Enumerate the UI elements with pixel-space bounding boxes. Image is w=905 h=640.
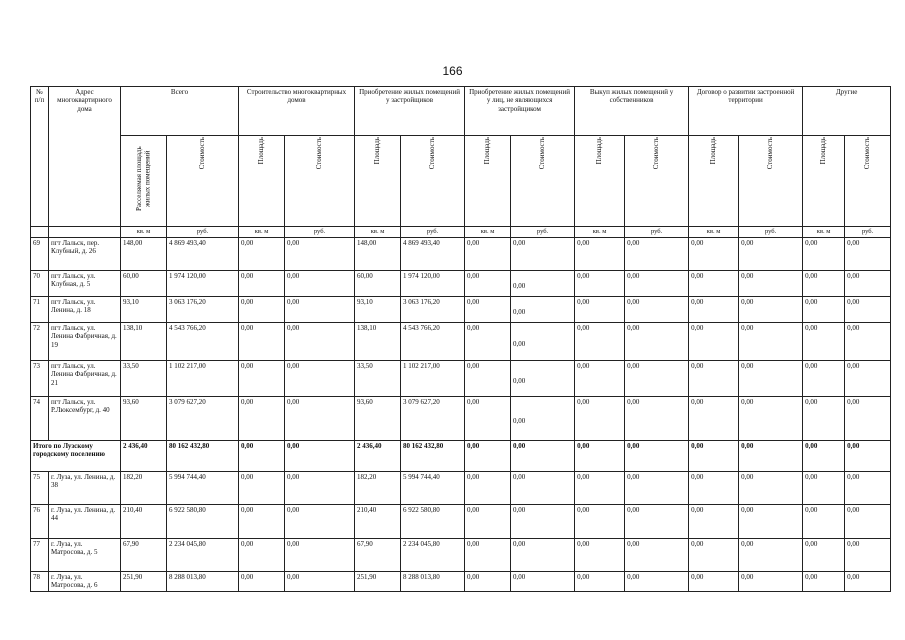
value-cell: 4 869 493,40: [167, 237, 239, 270]
unit-rub: руб.: [401, 227, 465, 238]
value-cell: 0,00: [739, 396, 803, 440]
col-construction-header: Строительство многоквартирных домов: [239, 87, 355, 136]
row-number: 70: [31, 270, 49, 296]
value-cell: 0,00: [739, 360, 803, 396]
subheader-cost: Стоимость: [845, 136, 891, 227]
value-cell: 0,00: [511, 237, 575, 270]
value-cell: 0,00: [803, 237, 845, 270]
subheader-area: Площадь: [689, 136, 739, 227]
value-cell: 4 543 766,20: [401, 322, 465, 360]
value-cell: 0,00: [575, 396, 625, 440]
subheader-cost: Стоимость: [167, 136, 239, 227]
value-cell: 0,00: [845, 504, 891, 538]
value-cell: 0,00: [575, 538, 625, 571]
value-cell: 0,00: [689, 504, 739, 538]
value-cell: 0,00: [511, 440, 575, 471]
value-cell: 0,00: [511, 322, 575, 360]
unit-rub: руб.: [739, 227, 803, 238]
value-cell: 0,00: [739, 504, 803, 538]
value-cell: 0,00: [511, 471, 575, 504]
row-address: пгт Лальск, ул. Р.Люксембург, д. 40: [49, 396, 121, 440]
value-cell: 0,00: [575, 360, 625, 396]
value-cell: 0,00: [285, 440, 355, 471]
value-cell: 148,00: [121, 237, 167, 270]
row-number: 74: [31, 396, 49, 440]
value-cell: 0,00: [803, 504, 845, 538]
value-cell: 0,00: [803, 538, 845, 571]
value-cell: 0,00: [739, 471, 803, 504]
value-cell: 60,00: [355, 270, 401, 296]
value-cell: 0,00: [689, 571, 739, 591]
value-cell: 1 102 217,00: [401, 360, 465, 396]
value-cell: 8 288 013,80: [167, 571, 239, 591]
value-cell: 0,00: [803, 396, 845, 440]
value-cell: 0,00: [511, 571, 575, 591]
value-cell: 0,00: [845, 360, 891, 396]
value-cell: 0,00: [511, 504, 575, 538]
value-cell: 5 994 744,40: [167, 471, 239, 504]
value-cell: 0,00: [285, 270, 355, 296]
value-cell: 0,00: [739, 538, 803, 571]
unit-sqm: кв. м: [465, 227, 511, 238]
value-cell: 0,00: [625, 440, 689, 471]
value-cell: 0,00: [285, 471, 355, 504]
value-cell: 3 063 176,20: [167, 296, 239, 322]
value-cell: 0,00: [689, 322, 739, 360]
unit-cell: [31, 227, 49, 238]
value-cell: 0,00: [239, 396, 285, 440]
value-cell: 4 869 493,40: [401, 237, 465, 270]
total-label: Итого по Лузскому городскому поселению: [31, 440, 121, 471]
col-other-header: Другие: [803, 87, 891, 136]
value-cell: 0,00: [465, 396, 511, 440]
value-cell: 0,00: [739, 237, 803, 270]
value-cell: 0,00: [625, 237, 689, 270]
value-cell: 6 922 580,80: [167, 504, 239, 538]
value-cell: 0,00: [575, 296, 625, 322]
value-cell: 0,00: [845, 571, 891, 591]
row-address: пгт Лальск, ул. Ленина, д. 18: [49, 296, 121, 322]
unit-rub: руб.: [167, 227, 239, 238]
value-cell: 0,00: [511, 296, 575, 322]
value-cell: 0,00: [689, 296, 739, 322]
row-address: пгт Лальск, ул. Клубная, д. 5: [49, 270, 121, 296]
col-buyout-header: Выкуп жилых помещений у собственников: [575, 87, 689, 136]
value-cell: 3 079 627,20: [401, 396, 465, 440]
units-row: [31, 227, 891, 238]
value-cell: 0,00: [285, 538, 355, 571]
value-cell: 0,00: [689, 538, 739, 571]
value-cell: 1 974 120,00: [401, 270, 465, 296]
row-number: 78: [31, 571, 49, 591]
value-cell: 60,00: [121, 270, 167, 296]
value-cell: 0,00: [845, 296, 891, 322]
value-cell: 0,00: [465, 471, 511, 504]
value-cell: 0,00: [239, 270, 285, 296]
unit-rub: руб.: [845, 227, 891, 238]
value-cell: 0,00: [239, 237, 285, 270]
value-cell: 0,00: [465, 360, 511, 396]
value-cell: 0,00: [689, 237, 739, 270]
subheader-cost: Стоимость: [401, 136, 465, 227]
value-cell: 0,00: [739, 571, 803, 591]
value-cell: 1 974 120,00: [167, 270, 239, 296]
value-cell: 93,10: [121, 296, 167, 322]
value-cell: 0,00: [575, 504, 625, 538]
row-address: г. Луза, ул. Матросова, д. 5: [49, 538, 121, 571]
value-cell: 0,00: [803, 360, 845, 396]
row-number: 77: [31, 538, 49, 571]
row-number: 71: [31, 296, 49, 322]
value-cell: 0,00: [625, 504, 689, 538]
subheader-cost: Стоимость: [625, 136, 689, 227]
value-cell: 0,00: [689, 270, 739, 296]
value-cell: 0,00: [511, 396, 575, 440]
value-cell: 0,00: [739, 270, 803, 296]
value-cell: 182,20: [355, 471, 401, 504]
value-cell: 4 543 766,20: [167, 322, 239, 360]
value-cell: 0,00: [465, 322, 511, 360]
subheader-area: Площадь: [465, 136, 511, 227]
value-cell: 0,00: [689, 471, 739, 504]
value-cell: 0,00: [845, 538, 891, 571]
row-number: 75: [31, 471, 49, 504]
table-row: [31, 396, 891, 440]
value-cell: 93,10: [355, 296, 401, 322]
value-cell: 33,50: [121, 360, 167, 396]
subheader-area: Площадь: [239, 136, 285, 227]
value-cell: 0,00: [739, 322, 803, 360]
row-address: г. Луза, ул. Матросова, д. 6: [49, 571, 121, 591]
col-no-header: № п/п: [31, 87, 49, 227]
value-cell: 1 102 217,00: [167, 360, 239, 396]
value-cell: 0,00: [511, 538, 575, 571]
value-cell: 67,90: [355, 538, 401, 571]
value-cell: 0,00: [845, 440, 891, 471]
value-cell: 0,00: [511, 360, 575, 396]
value-cell: 0,00: [625, 270, 689, 296]
value-cell: 0,00: [285, 322, 355, 360]
value-cell: 251,90: [121, 571, 167, 591]
value-cell: 0,00: [845, 471, 891, 504]
table-row: [31, 237, 891, 270]
row-address: пгт Лальск, пер. Клубный, д. 26: [49, 237, 121, 270]
value-cell: 3 063 176,20: [401, 296, 465, 322]
value-cell: 0,00: [803, 296, 845, 322]
row-address: г. Луза, ул. Ленина, д. 44: [49, 504, 121, 538]
value-cell: 0,00: [465, 296, 511, 322]
row-address: г. Луза, ул. Ленина, д. 38: [49, 471, 121, 504]
table-row: [31, 471, 891, 504]
value-cell: 0,00: [739, 440, 803, 471]
unit-cell: [49, 227, 121, 238]
value-cell: 0,00: [689, 360, 739, 396]
value-cell: 0,00: [575, 440, 625, 471]
table-row: [31, 322, 891, 360]
value-cell: 138,10: [121, 322, 167, 360]
col-purchase-developers-header: Приобретение жилых помещений у застройщиков: [355, 87, 465, 136]
unit-sqm: кв. м: [689, 227, 739, 238]
value-cell: 0,00: [285, 504, 355, 538]
value-cell: 0,00: [575, 471, 625, 504]
table-row: [31, 360, 891, 396]
value-cell: 0,00: [625, 396, 689, 440]
value-cell: 67,90: [121, 538, 167, 571]
subheader-area: Площадь: [575, 136, 625, 227]
value-cell: 148,00: [355, 237, 401, 270]
value-cell: 0,00: [625, 538, 689, 571]
value-cell: 0,00: [803, 571, 845, 591]
value-cell: 0,00: [845, 237, 891, 270]
subheader-area: Площадь: [803, 136, 845, 227]
unit-rub: руб.: [285, 227, 355, 238]
value-cell: 80 162 432,80: [167, 440, 239, 471]
unit-rub: руб.: [511, 227, 575, 238]
col-address-header: Адрес многоквартирного дома: [49, 87, 121, 227]
value-cell: 0,00: [465, 571, 511, 591]
value-cell: 251,90: [355, 571, 401, 591]
value-cell: 2 234 045,80: [401, 538, 465, 571]
value-cell: 0,00: [845, 322, 891, 360]
row-address: пгт Лальск, ул. Ленина Фабричная, д. 21: [49, 360, 121, 396]
value-cell: 0,00: [239, 571, 285, 591]
subheader-cost: Стоимость: [739, 136, 803, 227]
value-cell: 93,60: [355, 396, 401, 440]
value-cell: 0,00: [625, 571, 689, 591]
value-cell: 0,00: [239, 322, 285, 360]
value-cell: 0,00: [465, 504, 511, 538]
value-cell: 0,00: [285, 237, 355, 270]
value-cell: 0,00: [239, 360, 285, 396]
value-cell: 8 288 013,80: [401, 571, 465, 591]
value-cell: 0,00: [803, 440, 845, 471]
value-cell: 0,00: [285, 571, 355, 591]
value-cell: 0,00: [803, 471, 845, 504]
table-row: [31, 270, 891, 296]
value-cell: 138,10: [355, 322, 401, 360]
col-purchase-non-developers-header: Приобретение жилых помещений у лиц, не являющихся застройщиком: [465, 87, 575, 136]
value-cell: 0,00: [285, 396, 355, 440]
row-number: 76: [31, 504, 49, 538]
value-cell: 0,00: [575, 322, 625, 360]
value-cell: 0,00: [465, 440, 511, 471]
subheader-area: Площадь: [355, 136, 401, 227]
value-cell: 0,00: [625, 296, 689, 322]
table-row: [31, 538, 891, 571]
total-row: [31, 440, 891, 471]
value-cell: 2 436,40: [121, 440, 167, 471]
value-cell: 0,00: [285, 296, 355, 322]
value-cell: 2 436,40: [355, 440, 401, 471]
value-cell: 0,00: [575, 270, 625, 296]
col-total-header: Всего: [121, 87, 239, 136]
col-development-contract-header: Договор о развитии застроенной территории: [689, 87, 803, 136]
value-cell: 80 162 432,80: [401, 440, 465, 471]
value-cell: 0,00: [689, 396, 739, 440]
unit-sqm: кв. м: [121, 227, 167, 238]
row-number: 73: [31, 360, 49, 396]
value-cell: 0,00: [803, 322, 845, 360]
value-cell: 0,00: [739, 296, 803, 322]
value-cell: 0,00: [511, 270, 575, 296]
value-cell: 0,00: [239, 471, 285, 504]
value-cell: 6 922 580,80: [401, 504, 465, 538]
value-cell: 0,00: [239, 538, 285, 571]
value-cell: 0,00: [625, 322, 689, 360]
unit-rub: руб.: [625, 227, 689, 238]
resettlement-table: [30, 86, 891, 592]
unit-sqm: кв. м: [803, 227, 845, 238]
unit-sqm: кв. м: [575, 227, 625, 238]
value-cell: 0,00: [575, 571, 625, 591]
value-cell: 0,00: [845, 270, 891, 296]
value-cell: 0,00: [465, 270, 511, 296]
unit-sqm: кв. м: [355, 227, 401, 238]
value-cell: 0,00: [689, 440, 739, 471]
value-cell: 0,00: [239, 440, 285, 471]
value-cell: 3 079 627,20: [167, 396, 239, 440]
value-cell: 210,40: [121, 504, 167, 538]
table-row: [31, 504, 891, 538]
value-cell: 0,00: [285, 360, 355, 396]
value-cell: 0,00: [625, 360, 689, 396]
value-cell: 0,00: [465, 538, 511, 571]
value-cell: 33,50: [355, 360, 401, 396]
subheader-resettled-area: Расселяемая площадь жилых помещений: [121, 136, 167, 227]
row-number: 72: [31, 322, 49, 360]
value-cell: 0,00: [803, 270, 845, 296]
value-cell: 0,00: [239, 504, 285, 538]
row-number: 69: [31, 237, 49, 270]
value-cell: 0,00: [239, 296, 285, 322]
subheader-cost: Стоимость: [285, 136, 355, 227]
table-row: [31, 296, 891, 322]
row-address: пгт Лальск, ул. Ленина Фабричная, д. 19: [49, 322, 121, 360]
subheader-cost: Стоимость: [511, 136, 575, 227]
value-cell: 5 994 744,40: [401, 471, 465, 504]
table-row: [31, 571, 891, 591]
value-cell: 210,40: [355, 504, 401, 538]
value-cell: 2 234 045,80: [167, 538, 239, 571]
value-cell: 0,00: [575, 237, 625, 270]
value-cell: 93,60: [121, 396, 167, 440]
value-cell: 0,00: [465, 237, 511, 270]
value-cell: 182,20: [121, 471, 167, 504]
value-cell: 0,00: [625, 471, 689, 504]
unit-sqm: кв. м: [239, 227, 285, 238]
value-cell: 0,00: [845, 396, 891, 440]
page-number: 166: [442, 64, 463, 78]
